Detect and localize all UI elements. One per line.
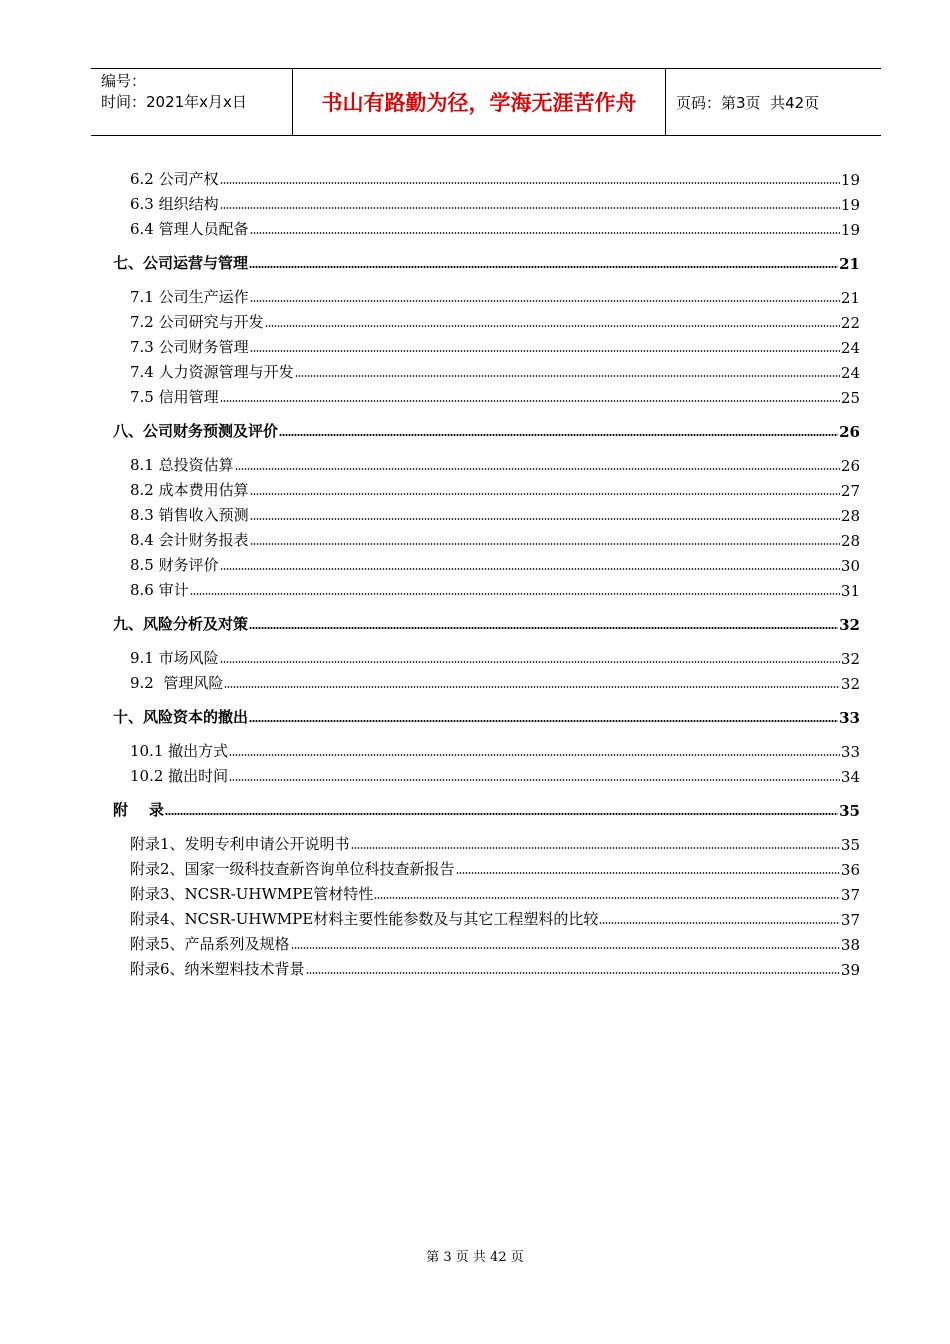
toc-entry-label: 附录5、产品系列及规格 [130,935,290,953]
toc-leader-dots [265,324,840,328]
toc-entry-label: 附录4、NCSR-UHWMPE材料主要性能参数及与其它工程塑料的比较 [130,910,599,928]
header-meta [91,69,293,135]
toc-entry-page: 26 [839,423,860,441]
toc-entry-page: 33 [839,709,860,727]
toc-leader-dots [220,567,840,571]
toc-entry-label: 七、公司运营与管理 [113,254,249,272]
toc-leader-dots [250,492,840,496]
toc-leader-dots [279,433,838,437]
toc-leader-dots [220,206,840,210]
toc-entry[interactable] [113,904,860,929]
page-info-text: 页码：第3页 共42页 [676,93,820,112]
toc-leader-dots [220,181,840,185]
toc-entry-label: 8.2 成本费用估算 [130,481,249,499]
page-footer: 第 3 页 共 42 页 [426,1250,524,1265]
toc-entry-page: 22 [840,314,860,332]
toc-entry[interactable] [113,854,860,879]
time-label: 时间：2021年x月x日 [101,93,247,111]
toc-entry-label: 附 录 [113,801,164,819]
toc-entry-label: 8.4 会计财务报表 [130,531,249,549]
toc-entry-page: 37 [840,886,860,904]
toc-leader-dots [250,542,840,546]
toc-entry-page: 35 [840,836,860,854]
toc-entry-label: 8.1 总投资估算 [130,456,234,474]
toc-leader-dots [250,517,840,521]
toc-leader-dots [229,753,840,757]
toc-leader-dots [295,374,840,378]
toc-entry-page: 36 [840,861,860,879]
header-motto: 书山有路勤为径，学海无涯苦作舟 [293,69,666,135]
toc-entry[interactable] [113,500,860,525]
toc-leader-dots [190,592,840,596]
toc-entry-label: 8.6 审计 [130,581,189,599]
toc-chapter-entry[interactable] [113,609,860,634]
toc-entry-label: 7.1 公司生产运作 [130,288,249,306]
toc-leader-dots [351,846,840,850]
toc-leader-dots [220,399,840,403]
toc-entry[interactable] [113,525,860,550]
toc-entry[interactable] [113,332,860,357]
toc-entry-label: 八、公司财务预测及评价 [113,422,279,440]
table-of-contents [113,164,860,979]
toc-entry-page: 25 [840,389,860,407]
toc-leader-dots [306,971,840,975]
toc-entry-label: 8.5 财务评价 [130,556,219,574]
toc-entry[interactable] [113,761,860,786]
toc-entry[interactable] [113,550,860,575]
toc-entry[interactable] [113,829,860,854]
toc-entry-page: 34 [840,768,860,786]
toc-leader-dots [249,719,838,723]
toc-entry-label: 8.3 销售收入预测 [130,506,249,524]
toc-entry-page: 30 [840,557,860,575]
toc-leader-dots [249,265,838,269]
toc-entry-page: 32 [840,675,860,693]
toc-entry-page: 21 [840,289,860,307]
toc-chapter-entry[interactable] [113,795,860,820]
toc-entry-label: 附录2、国家一级科技查新咨询单位科技查新报告 [130,860,455,878]
toc-entry-page: 39 [840,961,860,979]
number-label: 编号： [101,72,147,90]
toc-entry[interactable] [113,668,860,693]
toc-leader-dots [374,896,840,900]
toc-leader-dots [456,871,840,875]
toc-entry-page: 28 [840,507,860,525]
toc-entry[interactable] [113,357,860,382]
toc-entry-page: 37 [840,911,860,929]
toc-entry-label: 6.3 组织结构 [130,195,219,213]
toc-leader-dots [229,778,840,782]
toc-leader-dots [250,349,840,353]
toc-entry[interactable] [113,929,860,954]
toc-entry-page: 27 [840,482,860,500]
toc-chapter-entry[interactable] [113,702,860,727]
toc-entry[interactable] [113,954,860,979]
toc-entry[interactable] [113,450,860,475]
toc-entry-label: 6.2 公司产权 [130,170,219,188]
toc-entry-label: 九、风险分析及对策 [113,615,249,633]
toc-entry[interactable] [113,475,860,500]
toc-entry-page: 28 [840,532,860,550]
toc-entry-label: 7.5 信用管理 [130,388,219,406]
toc-entry[interactable] [113,164,860,189]
toc-entry-page: 38 [840,936,860,954]
toc-leader-dots [165,812,838,816]
toc-entry-page: 31 [840,582,860,600]
toc-entry[interactable] [113,307,860,332]
toc-entry[interactable] [113,575,860,600]
toc-entry-label: 6.4 管理人员配备 [130,220,249,238]
toc-leader-dots [235,467,840,471]
toc-entry-label: 附录6、纳米塑料技术背景 [130,960,305,978]
toc-entry[interactable] [113,189,860,214]
toc-entry-page: 24 [840,364,860,382]
page-header [91,68,881,136]
toc-entry[interactable] [113,736,860,761]
toc-entry-page: 33 [840,743,860,761]
toc-entry[interactable] [113,382,860,407]
toc-entry-label: 7.2 公司研究与开发 [130,313,264,331]
toc-entry[interactable] [113,643,860,668]
toc-entry-page: 19 [840,196,860,214]
toc-entry-page: 32 [839,616,860,634]
toc-entry-label: 十、风险资本的撤出 [113,708,249,726]
toc-entry-page: 21 [839,255,860,273]
toc-entry-page: 32 [840,650,860,668]
toc-entry-page: 26 [840,457,860,475]
toc-entry-label: 9.2 管理风险 [130,674,224,692]
toc-entry[interactable] [113,282,860,307]
toc-entry-label: 10.2 撤出时间 [130,767,229,785]
toc-leader-dots [291,946,840,950]
toc-entry-page: 35 [839,802,860,820]
toc-leader-dots [250,231,840,235]
toc-entry-page: 24 [840,339,860,357]
toc-chapter-entry[interactable] [113,416,860,441]
toc-entry-label: 附录3、NCSR-UHWMPE管材特性 [130,885,374,903]
header-page-info [666,69,881,135]
toc-entry-label: 9.1 市场风险 [130,649,219,667]
toc-leader-dots [224,685,840,689]
toc-entry-label: 7.3 公司财务管理 [130,338,249,356]
toc-chapter-entry[interactable] [113,248,860,273]
toc-entry-label: 7.4 人力资源管理与开发 [130,363,294,381]
toc-entry-label: 10.1 撤出方式 [130,742,229,760]
toc-leader-dots [220,660,840,664]
toc-entry[interactable] [113,879,860,904]
toc-entry-label: 附录1、发明专利申请公开说明书 [130,835,350,853]
toc-entry-page: 19 [840,221,860,239]
toc-leader-dots [250,299,840,303]
toc-leader-dots [249,626,838,630]
toc-entry[interactable] [113,214,860,239]
toc-leader-dots [599,921,840,925]
toc-entry-page: 19 [840,171,860,189]
